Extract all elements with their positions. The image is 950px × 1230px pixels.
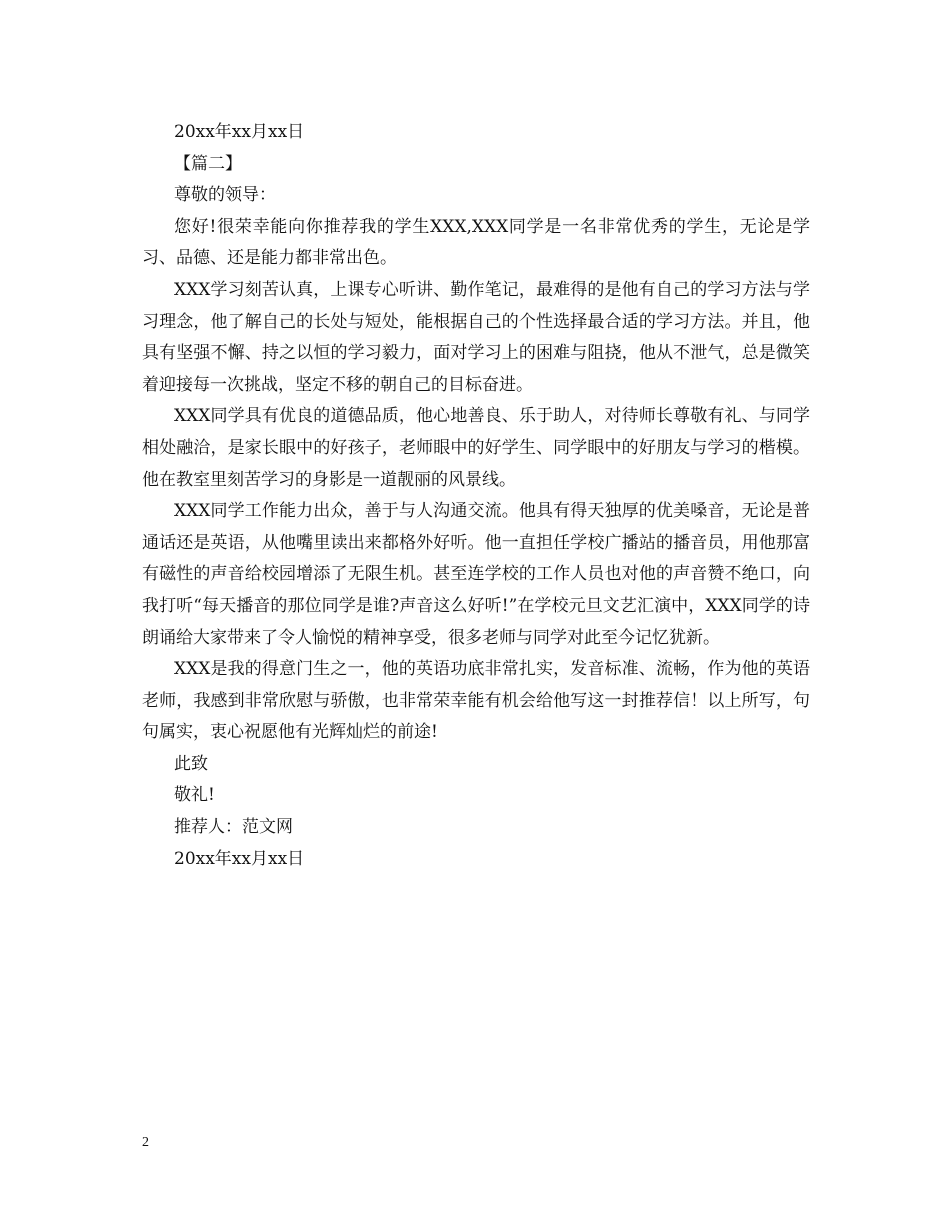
- closing-1: 此致: [174, 753, 208, 774]
- paragraph-study: XXX学习刻苦认真，上课专心听讲、勤作笔记，最难得的是他有自己的学习方法与学习理念，他了解自己的长处与短处，能根据自己的个性选择最合适的学习方法。并且，他具有坚强不懈、持之以恒的学习毅力，面对学习上的困难与阻挠，他从不泄气，总是微笑着迎接每一次挑战，坚定不移的朝自己的目标奋进。: [142, 279, 810, 395]
- recommender: 推荐人：范文网: [174, 817, 293, 838]
- paragraph-greeting: 您好!很荣幸能向你推荐我的学生XXX,XXX同学是一名非常优秀的学生，无论是学习、品德、还是能力都非常出色。: [142, 216, 810, 269]
- closing-2: 敬礼!: [174, 785, 215, 806]
- paragraph-ability: XXX同学工作能力出众，善于与人沟通交流。他具有得天独厚的优美嗓音，无论是普通话还是英语，从他嘴里读出来都格外好听。他一直担任学校广播站的播音员，用他那富有磁性的声音给校园增添了无限生机。甚至连学校的工作人员也对他的声音赞不绝口，向我打听“每天播音的那位同学是谁?声音这么好听!”在学校元旦文艺汇演中，XXX同学的诗朗诵给大家带来了令人愉悦的精神享受，很多老师与同学对此至今记忆犹新。: [142, 501, 810, 648]
- date-top: 20xx年xx月xx日: [174, 122, 305, 142]
- page-number: 2: [142, 1135, 149, 1150]
- letter-body: [142, 117, 810, 875]
- date-bottom: 20xx年xx月xx日: [174, 848, 305, 869]
- salutation: 尊敬的领导：: [174, 185, 276, 206]
- paragraph-character: XXX同学具有优良的道德品质，他心地善良、乐于助人，对待师长尊敬有礼、与同学相处融洽，是家长眼中的好孩子，老师眼中的好学生、同学眼中的好朋友与学习的楷模。他在教室里刻苦学习的身影是一道靓丽的风景线。: [142, 406, 810, 490]
- section-heading: 【篇二】: [174, 153, 242, 174]
- paragraph-conclusion: XXX是我的得意门生之一，他的英语功底非常扎实，发音标准、流畅，作为他的英语老师，我感到非常欣慰与骄傲，也非常荣幸能有机会给他写这一封推荐信！以上所写，句句属实，衷心祝愿他有光辉灿烂的前途!: [142, 659, 810, 743]
